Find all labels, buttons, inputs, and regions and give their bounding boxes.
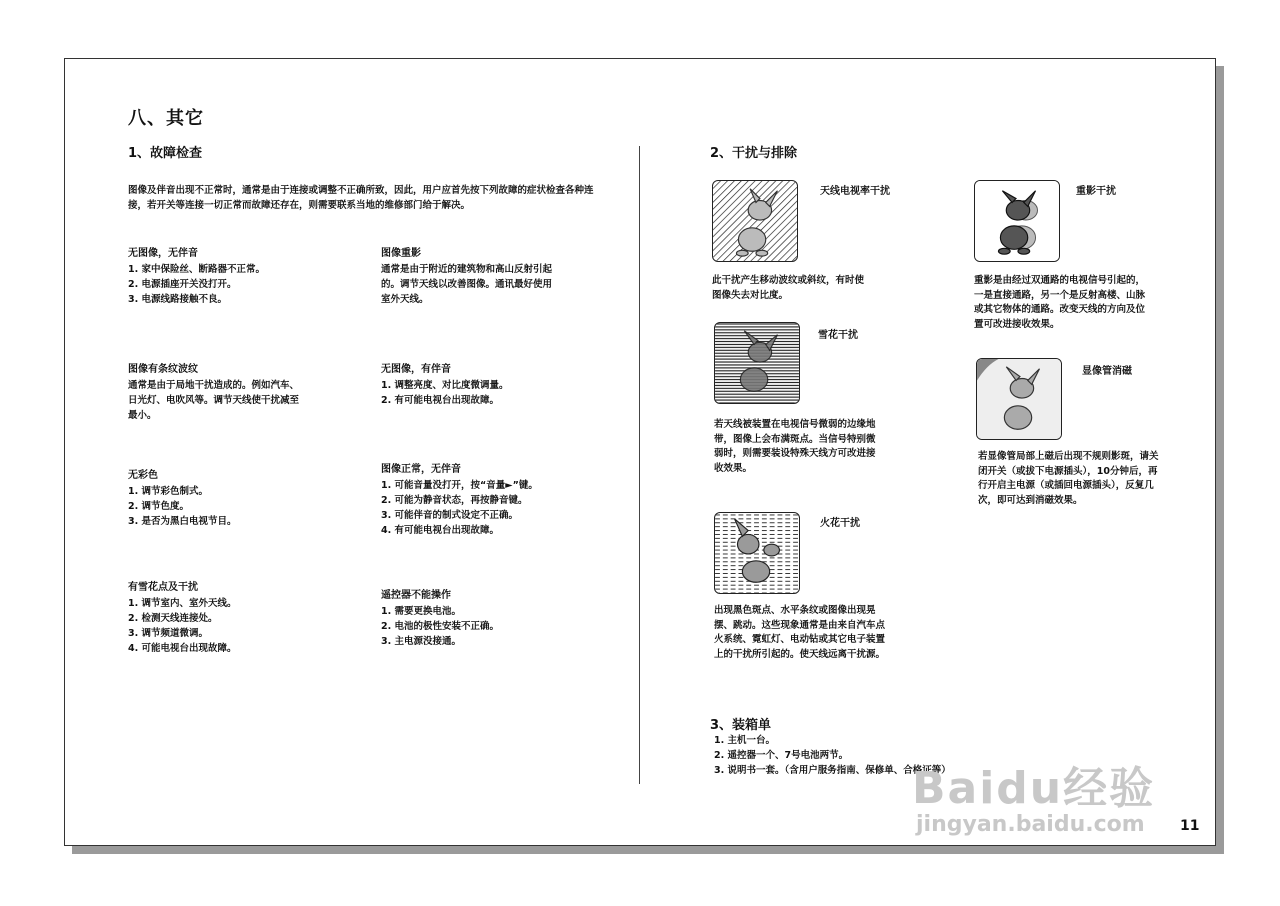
interference-label: 天线电视率干扰 [820,186,890,197]
interference-image-ghost [974,180,1060,262]
fault-block [381,460,596,538]
fault-title: 图像重影 [381,248,421,259]
fault-title: 无图像，无伴音 [128,248,198,259]
interference-desc: 若天线被装置在电视信号微弱的边缘地带，图像上会布满斑点。当信号特别微弱时，则需要装设特殊天线方可改进接收效果。 [714,419,876,474]
fault-block [128,244,358,307]
fault-line: 1. 家中保险丝、断路器不正常。 [128,264,266,275]
fault-line: 3. 调节频道微调。 [128,628,209,639]
fault-line: 1. 调节室内、室外天线。 [128,598,237,609]
packing-item: 2. 遥控器一个、7号电池两节。 [714,750,849,761]
fault-line: 2. 电池的极性安装不正确。 [381,621,500,632]
fault-block [128,360,300,423]
baidu-watermark-url: jingyan.baidu.com [916,812,1145,837]
interference-desc: 重影是由经过双通路的电视信号引起的，一是直接通路，另一个是反射高楼、山脉或其它物体的通路。改变天线的方向及位置可改进接收效果。 [974,275,1146,330]
baidu-watermark-logo: Baidu经验 [912,763,1156,814]
fault-block [381,244,561,307]
interference-label: 重影干扰 [1076,186,1116,197]
interference-image-spark [714,512,800,594]
fault-line: 2. 电源插座开关没打开。 [128,279,237,290]
fault-line: 通常是由于附近的建筑物和高山反射引起的。调节天线以改善图像。通讯最好使用室外天线。 [381,264,553,305]
fault-line: 2. 调节色度。 [128,501,190,512]
fault-line: 3. 是否为黑白电视节目。 [128,516,237,527]
fault-line: 4. 有可能电视台出现故障。 [381,525,500,536]
fault-title: 有雪花点及干扰 [128,582,198,593]
fault-line: 1. 调整亮度、对比度微调量。 [381,380,509,391]
fault-title: 无图像，有伴音 [381,364,451,375]
fault-line: 2. 可能为静音状态，再按静音键。 [381,495,528,506]
fault-line: 3. 电源线路接触不良。 [128,294,228,305]
interference-desc: 出现黑色斑点、水平条纹或图像出现晃摆、跳动。这些现象通常是由来自汽车点火系统、霓虹灯、电动钻或其它电子装置上的干扰所引起的。使天线远离干扰源。 [714,605,886,660]
fault-line: 2. 有可能电视台出现故障。 [381,395,500,406]
fault-title: 图像正常，无伴音 [381,464,461,475]
fault-title: 遥控器不能操作 [381,590,451,601]
page-number: 11 [1180,818,1200,834]
troubleshooting-intro: 图像及伴音出现不正常时，通常是由于连接或调整不正确所致，因此，用户应首先按下列故障的症状检查各种连接，若开关等连接一切正常而故障还存在，则需要联系当地的维修部门给于解决。 [128,185,594,211]
interference-desc: 此干扰产生移动波纹或斜纹，有时使图像失去对比度。 [712,275,865,301]
fault-title: 无彩色 [128,470,158,481]
column-divider [639,146,640,784]
fault-line: 4. 可能电视台出现故障。 [128,643,237,654]
interference-label: 雪花干扰 [818,330,858,341]
interference-label: 火花干扰 [820,518,860,529]
interference-label: 显像管消磁 [1082,366,1132,377]
interference-image-degauss [976,358,1062,440]
fault-block [381,360,581,408]
interference-desc: 若显像管局部上磁后出现不规则影斑，请关闭开关（或拔下电源插头），10分钟后，再行开启主电源（或插回电源插头），反复几次，即可达到消磁效果。 [978,451,1159,506]
packing-item: 3. 说明书一套。（含用户服务指南、保修单、合格证等） [714,765,951,776]
fault-line: 1. 需要更换电池。 [381,606,462,617]
fault-line: 通常是由于局地干扰造成的。例如汽车、日光灯、电吹风等。调节天线使干扰减至最小。 [128,380,300,421]
chapter-title: 八、其它 [128,108,204,129]
fault-line: 2. 检测天线连接处。 [128,613,218,624]
fault-line: 1. 可能音量没打开，按“音量►”键。 [381,480,538,491]
interference-image-diagonal [712,180,798,262]
packing-item: 1. 主机一台。 [714,735,776,746]
interference-image-snow [714,322,800,404]
fault-block [381,586,581,649]
section-packing-title: 3、装箱单 [710,718,772,733]
section-interference-title: 2、干扰与排除 [710,146,798,161]
fault-line: 3. 可能伴音的制式设定不正确。 [381,510,519,521]
fault-title: 图像有条纹波纹 [128,364,198,375]
section-troubleshooting-title: 1、故障检查 [128,146,203,161]
fault-block [128,578,358,656]
fault-line: 1. 调节彩色制式。 [128,486,209,497]
fault-block [128,466,358,529]
fault-line: 3. 主电源没接通。 [381,636,462,647]
